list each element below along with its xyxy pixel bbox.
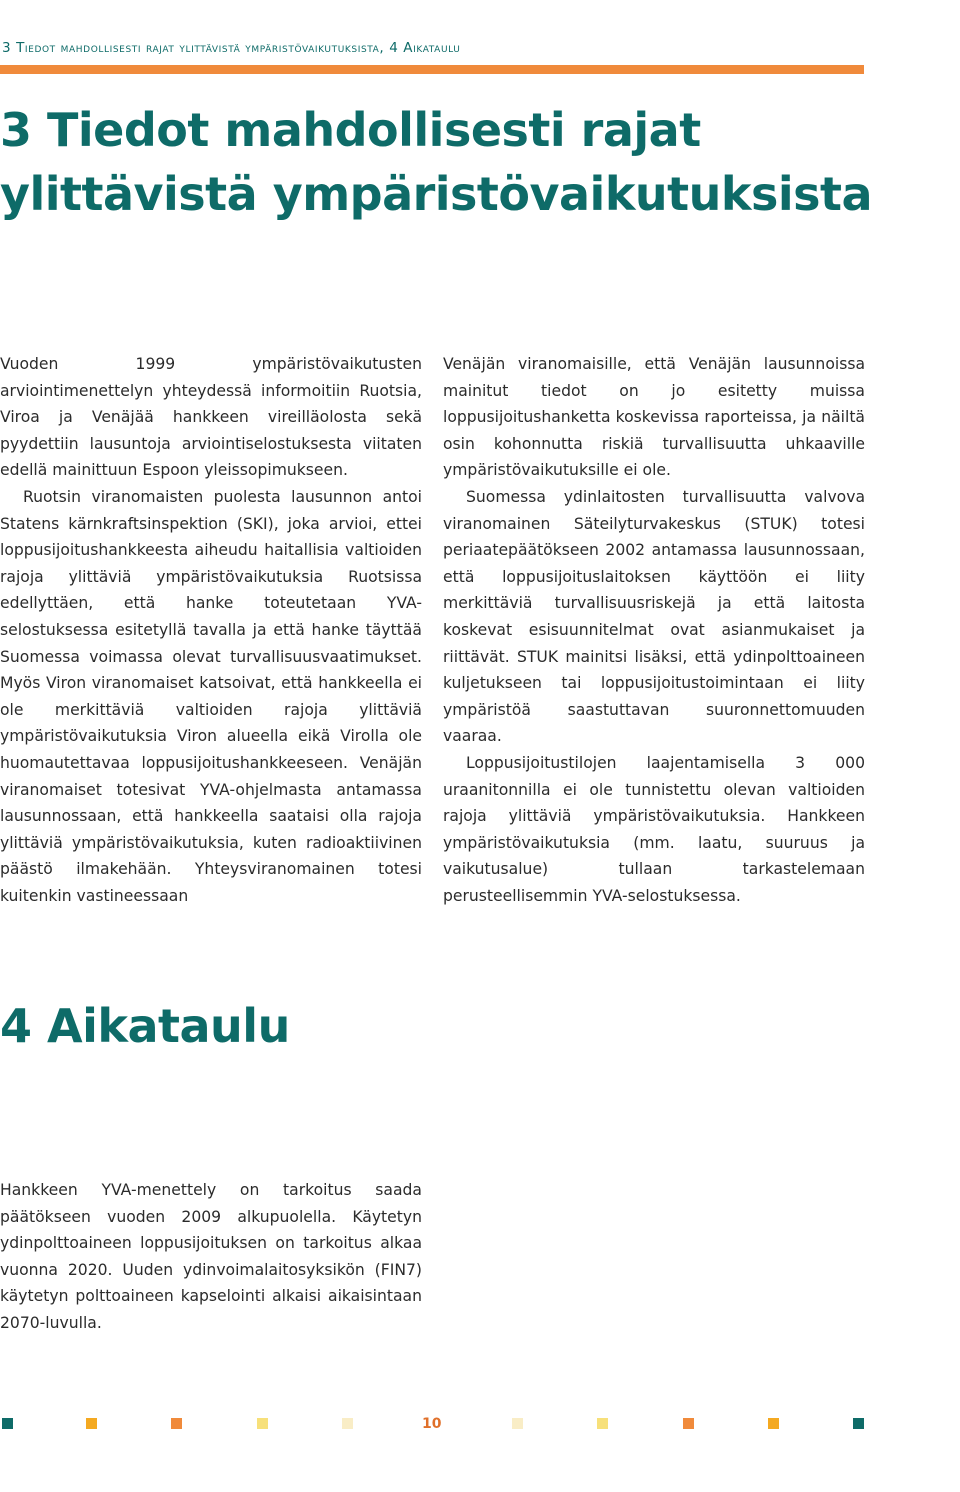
section-3-title: 3 Tiedot mahdollisesti rajat ylittävistä ympäristövaikutuksista [0,103,873,221]
section-4-column [0,1177,422,1337]
paragraph: Hankkeen YVA-menettely on tarkoitus saada päätökseen vuoden 2009 alkupuolella. Käytetyn ydinpolttoaineen loppusijoituksen on tarkoitus alkaa vuonna 2020. Uuden ydinvoimalaitosyksikön (FIN7) käytetyn polttoaineen kapselointi alkaisi aikaisintaan 2070-luvulla. [0,1181,422,1332]
footer-square [853,1418,864,1429]
footer-square [171,1418,182,1429]
page-footer [0,1416,960,1432]
section-4-title: 4 Aikataulu [0,999,290,1053]
footer-square [683,1418,694,1429]
running-header: 3 Tiedot mahdollisesti rajat ylittävistä ympäristövaikutuksista, 4 Aikataulu [2,40,461,56]
section-3-right-column [443,351,865,909]
paragraph: Ruotsin viranomaisten puolesta lausunnon antoi Statens kärnkraftsinspektion (SKI), joka arvioi, ettei loppusijoitushankkeesta aiheudu haitallisia valtioiden rajoja ylittäviä ympäristövaikutuksia Ruotsissa edellyttäen, että hanke toteutetaan YVA-selostuksessa esitetyllä tavalla ja että hanke täyttää Suomessa voimassa olevat turvallisuusvaatimukset. Myös Viron viranomaiset katsoivat, että hankkeella ei ole merkittäviä valtioiden rajoja ylittäviä ympäristövaikutuksia Viron alueella eikä Virolla ole huomautettavaa loppusijoitushankkeeseen. Venäjän viranomaiset totesivat YVA-ohjelmasta antamassa lausunnossaan, että hankkeella saataisi olla rajoja ylittäviä ympäristövaikutuksia, kuten radioaktiivinen päästö ilmakehään. Yhteysviranomainen totesi kuitenkin vastineessaan [0,487,422,905]
page-number: 10 [422,1416,442,1432]
header-rule [0,65,864,74]
footer-square [86,1418,97,1429]
footer-square [512,1418,523,1429]
footer-square [257,1418,268,1429]
paragraph: Suomessa ydinlaitosten turvallisuutta valvova viranomainen Säteilyturvakeskus (STUK) totesi periaatepäätökseen 2002 antamassa lausunnossaan, että loppusijoituslaitoksen käyttöön ei liity merkittäviä turvallisuusriskejä ja että laitosta koskevat esisuunnitelmat ovat asianmukaiset ja riittävät. STUK mainitsi lisäksi, että ydinpolttoaineen kuljetukseen tai loppusijoitustoimintaan ei liity ympäristöä saastuttavan suuronnettomuuden vaaraa. [443,487,865,746]
paragraph: Loppusijoitustilojen laajentamisella 3 000 uraanitonnilla ei ole tunnistettu olevan valtioiden rajoja ylittäviä ympäristövaikutuksia. Hankkeen ympäristövaikutuksia (mm. laatu, suuruus ja vaikutusalue) tullaan tarkastelemaan perusteellisemmin YVA-selostuksessa. [443,753,865,905]
footer-square [342,1418,353,1429]
footer-square [2,1418,13,1429]
section-3-left-column [0,351,422,909]
footer-square [597,1418,608,1429]
footer-square [768,1418,779,1429]
paragraph: Venäjän viranomaisille, että Venäjän lausunnoissa mainitut tiedot on jo esitetty muissa loppusijoitushanketta koskevissa raporteissa, ja näiltä osin kohonnutta riskiä turvallisuutta uhkaaville ympäristövaikutuksille ei ole. [443,355,865,480]
paragraph: Vuoden 1999 ympäristövaikutusten arviointimenettelyn yhteydessä informoitiin Ruotsia, Viroa ja Venäjää hankkeen vireilläolosta sekä pyydettiin lausuntoja arviointiselostuksesta viitaten edellä mainittuun Espoon yleissopimukseen. [0,355,422,480]
